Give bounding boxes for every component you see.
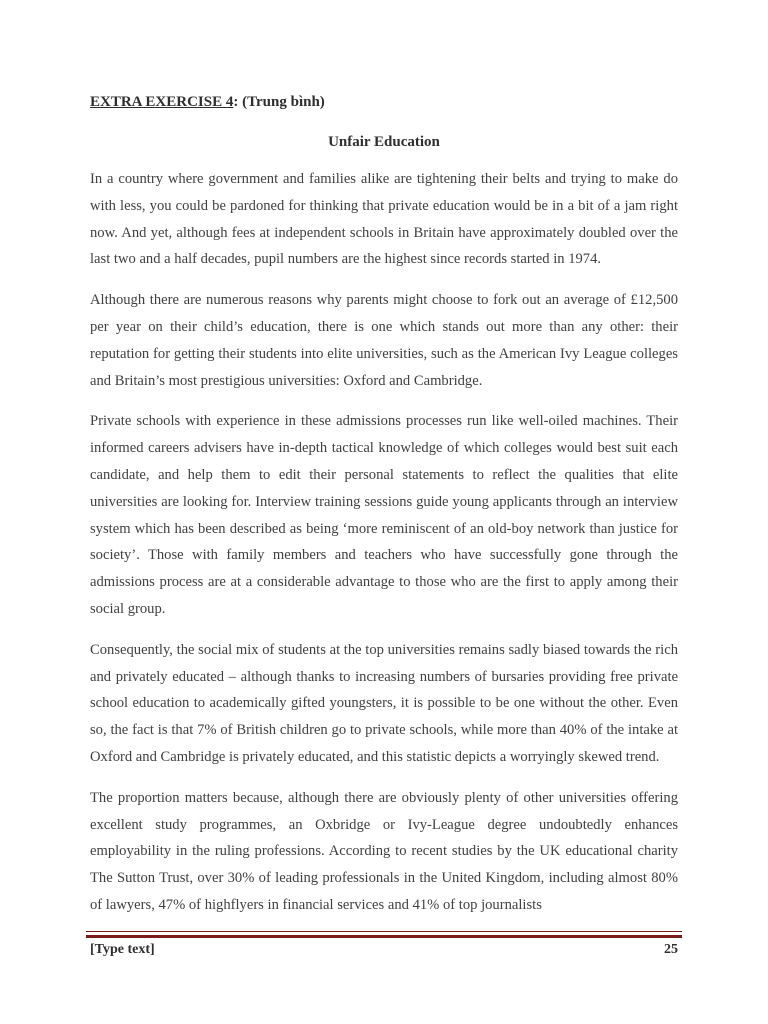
paragraph-5: The proportion matters because, although there are obviously plenty of other universities offering excellent study programmes, an Oxbridge or Ivy-League degree undoubtedly enhances employability in the ruling professions. According to recent studies by the UK educational charity The Sutton Trust, over 30% of leading professionals in the United Kingdom, including almost 80% of lawyers, 47% of highflyers in financial services and 41% of top journalists — [90, 789, 678, 913]
footer-rule-thick — [86, 935, 682, 938]
exercise-label: EXTRA EXERCISE 4 — [90, 94, 234, 110]
exercise-heading — [90, 92, 678, 112]
paragraph-2: Although there are numerous reasons why parents might choose to fork out an average of £12,500 per year on their child’s education, there is one which stands out more than any other: their reputation for getting their students into elite universities, such as the American Ivy League colleges and Britain’s most prestigious universities: Oxford and Cambridge. — [90, 292, 678, 389]
exercise-level: (Trung bình) — [238, 94, 325, 110]
paragraph-4: Consequently, the social mix of students at the top universities remains sadly biased towards the rich and privately educated – although thanks to increasing numbers of bursaries providing free private school education to academically gifted youngsters, it is possible to be one without the other. Even so, the fact is that 7% of British children go to private schools, while more than 40% of the intake at Oxford and Cambridge is privately educated, and this statistic depicts a worryingly skewed trend. — [90, 641, 678, 765]
exercise-colon: : — [233, 94, 239, 110]
footer-rule-thin — [86, 931, 682, 932]
paragraph-3: Private schools with experience in these admissions processes run like well-oiled machines. Their informed careers advisers have in-depth tactical knowledge of which colleges would best suit each candidate, and help them to edit their personal statements to reflect the qualities that elite universities are looking for. Interview training sessions guide young applicants through an interview system which has been described as being ‘more reminiscent of an old-boy network than justice for society’. Those with family members and teachers who have successfully gone through the admissions process are at a considerable advantage to those who are the first to apply among their social group. — [90, 413, 678, 617]
document-page — [90, 80, 678, 919]
paragraph-1: In a country where government and families alike are tightening their belts and trying to make do with less, you could be pardoned for thinking that private education would be in a bit of a jam right now. And yet, although fees at independent schools in Britain have approximately doubled over the last two and a half decades, pupil numbers are the highest since records started in 1974. — [90, 171, 678, 268]
page-number: 25 — [664, 942, 678, 957]
article-title: Unfair Education — [328, 134, 440, 150]
footer-placeholder-text: [Type text] — [90, 942, 155, 957]
